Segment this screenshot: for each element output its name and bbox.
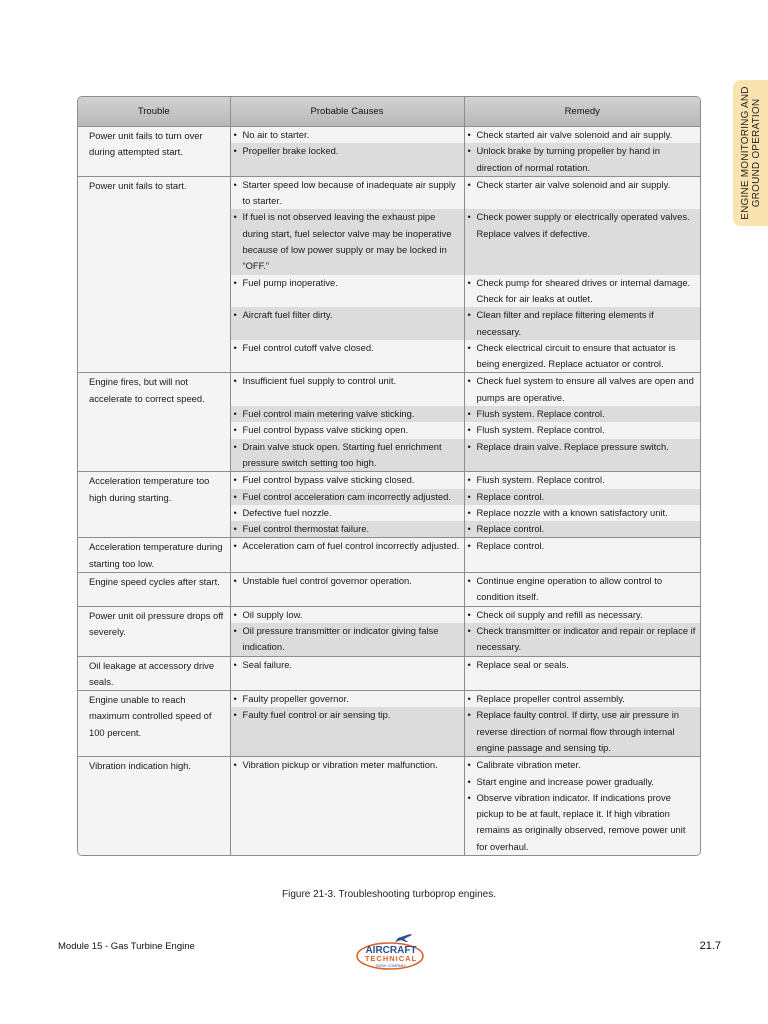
cause-item (234, 538, 460, 554)
remedy-item (468, 307, 697, 340)
bullet-icon: • (467, 341, 471, 353)
cause-item (234, 439, 460, 472)
remedy-item-text: Unlock brake by turning propeller by hand in direction of normal rotation. (476, 145, 660, 173)
cause-item (234, 275, 460, 291)
section-tab-line-1: ENGINE MONITORING AND (740, 86, 751, 220)
remedy-item-text: Replace nozzle with a known satisfactory unit. (476, 506, 668, 518)
remedy-item-text: Check oil supply and refill as necessary. (476, 608, 643, 620)
cause-item (234, 373, 460, 389)
cause-item-text: Unstable fuel control governor operation. (242, 575, 412, 587)
cause-item-text: Insufficient fuel supply to control unit. (242, 375, 397, 387)
bullet-icon: • (467, 540, 471, 552)
bullet-icon: • (233, 506, 237, 518)
remedy-cell (464, 606, 700, 623)
cause-cell (230, 691, 464, 708)
cause-item (234, 489, 460, 505)
remedy-item (468, 143, 697, 176)
remedy-item (468, 757, 697, 773)
cause-item-text: Fuel control cutoff valve closed. (242, 341, 374, 353)
section-tab-line-2: GROUND OPERATION (751, 98, 762, 208)
bullet-icon: • (467, 775, 471, 787)
cause-item-text: Propeller brake locked. (242, 145, 339, 157)
remedy-cell (464, 143, 700, 176)
remedy-item (468, 489, 697, 505)
remedy-cell (464, 521, 700, 538)
remedy-item-text: Check starter air valve solenoid and air supply. (476, 178, 671, 190)
cause-item-text: Fuel pump inoperative. (242, 276, 338, 288)
bullet-icon: • (467, 624, 471, 636)
remedy-item-text: Flush system. Replace control. (476, 474, 605, 486)
bullet-icon: • (233, 693, 237, 705)
cause-item (234, 623, 460, 656)
header-trouble: Trouble (78, 97, 230, 127)
remedy-cell (464, 176, 700, 209)
remedy-cell (464, 340, 700, 373)
bullet-icon: • (467, 145, 471, 157)
cause-cell (230, 176, 464, 209)
remedy-cell (464, 505, 700, 521)
bullet-icon: • (233, 211, 237, 223)
remedy-item-text: Flush system. Replace control. (476, 408, 605, 420)
cause-item (234, 472, 460, 488)
remedy-cell (464, 707, 700, 756)
cause-item-text: Seal failure. (242, 658, 293, 670)
cause-cell (230, 757, 464, 855)
cause-item-text: Acceleration cam of fuel control incorrectly adjusted. (242, 540, 460, 552)
logo-text-technical: TECHNICAL (364, 954, 418, 963)
table-row (78, 538, 700, 573)
remedy-item-text: Observe vibration indicator. If indications prove pickup to be at fault, replace it. If high vibration remains as originally observed, remove power unit for overhaul. (476, 791, 686, 852)
trouble-cell: Power unit fails to start. (78, 176, 230, 373)
bullet-icon: • (233, 375, 237, 387)
remedy-item-text: Calibrate vibration meter. (476, 759, 581, 771)
remedy-item-text: Check power supply or electrically operated valves. Replace valves if defective. (476, 211, 690, 239)
bullet-icon: • (233, 424, 237, 436)
remedy-cell (464, 275, 700, 308)
remedy-item-text: Check pump for sheared drives or internal damage. Check for air leaks at outlet. (476, 276, 691, 304)
bullet-icon: • (233, 608, 237, 620)
cause-cell (230, 143, 464, 176)
remedy-item (468, 422, 697, 438)
cause-item (234, 177, 460, 210)
remedy-cell (464, 209, 700, 274)
remedy-item (468, 209, 697, 242)
cause-item (234, 757, 460, 773)
cause-item-text: Fuel control thermostat failure. (242, 523, 370, 535)
remedy-item (468, 472, 697, 488)
remedy-item (468, 177, 697, 193)
remedy-cell (464, 757, 700, 855)
bullet-icon: • (467, 523, 471, 535)
remedy-cell (464, 538, 700, 573)
logo-text-aircraft: AIRCRAFT (365, 945, 417, 956)
remedy-item (468, 373, 697, 406)
bullet-icon: • (467, 276, 471, 288)
bullet-icon: • (233, 759, 237, 771)
remedy-item (468, 607, 697, 623)
bullet-icon: • (467, 506, 471, 518)
bullet-icon: • (467, 490, 471, 502)
remedy-item (468, 657, 697, 673)
bullet-icon: • (467, 129, 471, 140)
remedy-item-text: Replace control. (476, 523, 545, 535)
remedy-item (468, 573, 697, 606)
cause-item-text: Aircraft fuel filter dirty. (242, 309, 333, 321)
publisher-logo (354, 930, 428, 974)
figure-caption: Figure 21-3. Troubleshooting turboprop engines. (281, 889, 497, 900)
cause-cell (230, 606, 464, 623)
bullet-icon: • (467, 709, 471, 721)
remedy-item-text: Replace faulty control. If dirty, use air pressure in reverse direction of normal flow through internal engine passage and sensing tip. (476, 709, 680, 753)
cause-cell (230, 209, 464, 274)
logo-text-book-company: BOOK COMPANY (376, 964, 406, 968)
trouble-cell: Engine unable to reach maximum controlled speed of 100 percent. (78, 691, 230, 757)
table-row (78, 127, 700, 144)
remedy-cell (464, 656, 700, 691)
cause-item-text: Fuel control bypass valve sticking open. (242, 424, 409, 436)
cause-item-text: Vibration pickup or vibration meter malfunction. (242, 759, 438, 771)
cause-item (234, 707, 460, 723)
trouble-cell: Engine speed cycles after start. (78, 573, 230, 607)
bullet-icon: • (233, 474, 237, 486)
trouble-cell: Power unit oil pressure drops off severely. (78, 606, 230, 656)
remedy-cell (464, 691, 700, 708)
cause-cell (230, 656, 464, 691)
table-row (78, 691, 700, 708)
remedy-item-text: Check transmitter or indicator and repair or replace if necessary. (476, 624, 696, 653)
cause-item-text: Drain valve stuck open. Starting fuel enrichment pressure switch setting too high. (242, 440, 442, 468)
bullet-icon: • (233, 575, 237, 587)
header-probable-causes: Probable Causes (230, 97, 464, 127)
bullet-icon: • (233, 276, 237, 288)
bullet-icon: • (467, 759, 471, 771)
remedy-item (468, 505, 697, 521)
trouble-cell: Acceleration temperature during starting too low. (78, 538, 230, 573)
bullet-icon: • (467, 178, 471, 190)
remedy-cell (464, 406, 700, 422)
cause-cell (230, 373, 464, 406)
remedy-item-text: Check electrical circuit to ensure that actuator is being energized. Replace actuator or control. (476, 341, 676, 370)
cause-cell (230, 340, 464, 373)
cause-cell (230, 573, 464, 607)
bullet-icon: • (467, 658, 471, 670)
bullet-icon: • (233, 624, 237, 636)
cause-cell (230, 521, 464, 538)
cause-cell (230, 422, 464, 438)
cause-item (234, 505, 460, 521)
cause-cell (230, 439, 464, 472)
bullet-icon: • (467, 791, 471, 803)
cause-cell (230, 275, 464, 308)
table-row (78, 176, 700, 209)
bullet-icon: • (467, 211, 471, 223)
cause-item (234, 406, 460, 422)
cause-item (234, 521, 460, 537)
remedy-cell (464, 373, 700, 406)
trouble-cell: Engine fires, but will not accelerate to correct speed. (78, 373, 230, 472)
cause-item (234, 691, 460, 707)
airplane-icon (395, 934, 412, 942)
remedy-cell (464, 489, 700, 505)
remedy-item (468, 127, 697, 143)
remedy-item (468, 774, 697, 790)
remedy-item-text: Clean filter and replace filtering elements if necessary. (476, 309, 654, 337)
cause-item (234, 307, 460, 323)
page-number: 21.7 (699, 940, 721, 952)
cause-item-text: Faulty propeller governor. (242, 693, 349, 705)
remedy-item (468, 623, 697, 656)
bullet-icon: • (233, 709, 237, 721)
trouble-cell: Acceleration temperature too high during starting. (78, 472, 230, 538)
cause-item (234, 340, 460, 356)
cause-item (234, 607, 460, 623)
trouble-cell: Oil leakage at accessory drive seals. (78, 656, 230, 691)
cause-cell (230, 538, 464, 573)
header-remedy: Remedy (464, 97, 700, 127)
table-header-row (78, 97, 700, 127)
cause-item (234, 127, 460, 143)
trouble-cell: Vibration indication high. (78, 757, 230, 855)
section-tab (733, 80, 768, 226)
table-row (78, 757, 700, 855)
cause-item-text: Starter speed low because of inadequate air supply to starter. (242, 178, 456, 207)
remedy-item-text: Check started air valve solenoid and air supply. (476, 129, 673, 140)
bullet-icon: • (467, 440, 471, 452)
remedy-item (468, 521, 697, 537)
cause-item-text: If fuel is not observed leaving the exhaust pipe during start, fuel selector valve may be inoperative because of low power supply or may be locked in “OFF.” (242, 211, 452, 272)
cause-item-text: Faulty fuel control or air sensing tip. (242, 709, 391, 721)
bullet-icon: • (467, 575, 471, 587)
cause-item (234, 143, 460, 159)
bullet-icon: • (233, 341, 237, 353)
cause-cell (230, 489, 464, 505)
cause-item-text: No air to starter. (242, 129, 310, 140)
remedy-cell (464, 573, 700, 607)
cause-cell (230, 127, 464, 144)
remedy-item-text: Flush system. Replace control. (476, 424, 605, 436)
cause-item-text: Oil supply low. (242, 608, 303, 620)
remedy-item-text: Replace control. (476, 490, 545, 502)
remedy-cell (464, 127, 700, 144)
remedy-cell (464, 439, 700, 472)
table-row (78, 472, 700, 489)
bullet-icon: • (233, 440, 237, 452)
bullet-icon: • (233, 540, 237, 552)
remedy-cell (464, 623, 700, 656)
remedy-item (468, 790, 697, 855)
bullet-icon: • (233, 490, 237, 502)
cause-item-text: Fuel control main metering valve sticking. (242, 408, 415, 420)
cause-item (234, 657, 460, 673)
remedy-item (468, 439, 697, 455)
bullet-icon: • (233, 178, 237, 190)
bullet-icon: • (233, 523, 237, 535)
cause-item-text: Fuel control bypass valve sticking closed. (242, 474, 415, 486)
cause-item-text: Fuel control acceleration cam incorrectly adjusted. (242, 490, 451, 502)
cause-item (234, 422, 460, 438)
remedy-item-text: Replace drain valve. Replace pressure switch. (476, 440, 669, 452)
remedy-item-text: Replace seal or seals. (476, 658, 569, 670)
bullet-icon: • (467, 608, 471, 620)
bullet-icon: • (233, 408, 237, 420)
cause-cell (230, 707, 464, 756)
remedy-item (468, 406, 697, 422)
bullet-icon: • (233, 145, 237, 157)
remedy-item-text: Continue engine operation to allow control to condition itself. (476, 575, 663, 603)
remedy-cell (464, 422, 700, 438)
bullet-icon: • (467, 424, 471, 436)
cause-item-text: Oil pressure transmitter or indicator giving false indication. (242, 624, 439, 653)
cause-cell (230, 307, 464, 340)
remedy-item (468, 340, 697, 373)
cause-item (234, 209, 460, 274)
cause-cell (230, 406, 464, 422)
section-tab-label (740, 83, 762, 223)
remedy-item-text: Replace propeller control assembly. (476, 693, 625, 705)
remedy-cell (464, 307, 700, 340)
trouble-cell: Power unit fails to turn over during attempted start. (78, 127, 230, 177)
bullet-icon: • (467, 693, 471, 705)
cause-cell (230, 505, 464, 521)
table-row (78, 373, 700, 406)
bullet-icon: • (233, 658, 237, 670)
remedy-item-text: Start engine and increase power gradually. (476, 775, 655, 787)
cause-item-text: Defective fuel nozzle. (242, 506, 332, 518)
remedy-item (468, 275, 697, 308)
remedy-item (468, 538, 697, 554)
bullet-icon: • (467, 375, 471, 387)
bullet-icon: • (467, 309, 471, 321)
table-row (78, 656, 700, 691)
troubleshooting-table (77, 96, 701, 856)
table-row (78, 573, 700, 607)
remedy-item (468, 691, 697, 707)
table-row (78, 606, 700, 623)
cause-cell (230, 623, 464, 656)
remedy-item-text: Replace control. (476, 540, 545, 552)
cause-item (234, 573, 460, 589)
module-title: Module 15 - Gas Turbine Engine (58, 941, 195, 952)
bullet-icon: • (233, 309, 237, 321)
bullet-icon: • (467, 474, 471, 486)
bullet-icon: • (467, 408, 471, 420)
remedy-item (468, 707, 697, 756)
cause-cell (230, 472, 464, 489)
bullet-icon: • (233, 129, 237, 140)
remedy-item-text: Check fuel system to ensure all valves are open and pumps are operative. (476, 375, 694, 403)
remedy-cell (464, 472, 700, 489)
